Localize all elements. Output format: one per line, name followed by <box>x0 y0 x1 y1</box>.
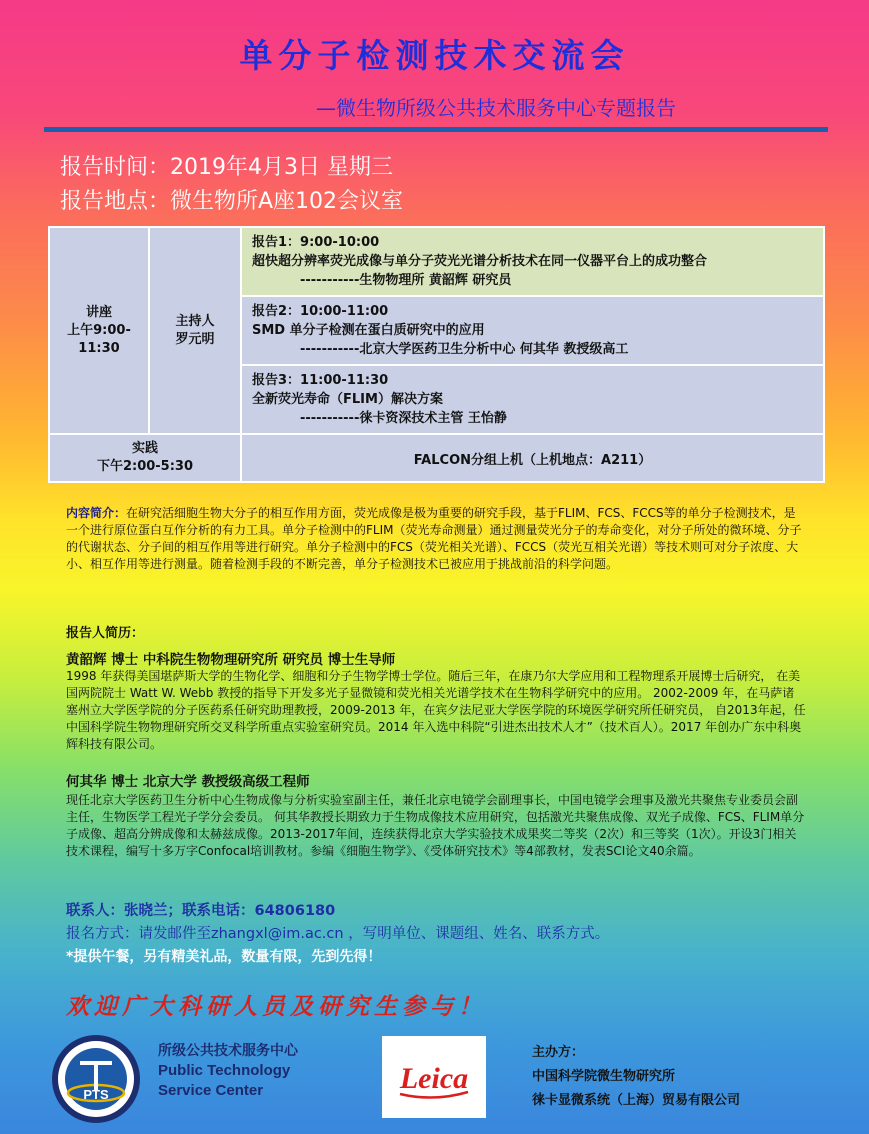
page-subtitle: —微生物所级公共技术服务中心专题报告 <box>316 96 676 120</box>
center-name-cn: 所级公共技术服务中心 <box>158 1043 298 1059</box>
logo-text: PTS <box>83 1087 109 1102</box>
title-divider <box>44 127 828 132</box>
center-name-en-1: Public Technology <box>158 1062 291 1079</box>
talk-2-speaker: -----------北京大学医药卫生分析中心 何其华 教授级高工 <box>300 342 629 357</box>
organizer-label: 主办方： <box>532 1045 585 1060</box>
talk-1 <box>241 227 824 296</box>
talk-3 <box>241 365 824 434</box>
bio-2-text: 现任北京大学医药卫生分析中心生物成像与分析实验室副主任，兼任北京电镜学会副理事长，中国电镜学会理事及激光共聚焦专业委员会副主任，生物医学工程光子学分会委员。 何其华教授长期致力于生物成像技术应用研究，包括激光共聚焦成像、双光子成像、FCS、FLIM单分子成像、超高分辨成像和太赫兹成像。2013-2017年间，连续获得北京大学实验技术成果奖二等奖（2次）和三等奖（1次）。开设3门相关技术课程，编写十多万字Confocal培训教材。参编《细胞生物学》、《受体研究技术》等4部教材，发表SCI论文40余篇。 <box>66 793 805 858</box>
talk-2-time: 报告2：10:00-11:00 <box>252 304 389 319</box>
talk-1-speaker: -----------生物物理所 黄韶辉 研究员 <box>300 273 512 288</box>
contact-person: 联系人：张晓兰；联系电话：64806180 <box>66 903 336 919</box>
organizer-2: 徕卡显微系统（上海）贸易有限公司 <box>532 1093 741 1108</box>
bio-heading: 报告人简历： <box>66 626 145 641</box>
welcome-banner: 欢迎广大科研人员及研究生参与！ <box>66 994 486 1020</box>
talk-1-time: 报告1：9:00-10:00 <box>252 235 380 250</box>
page-title: 单分子检测技术交流会 <box>239 36 630 75</box>
organizer-block <box>532 1041 740 1113</box>
leica-logo <box>382 1036 486 1118</box>
intro-text: 在研究活细胞生物大分子的相互作用方面，荧光成像是极为重要的研究手段，基于FLIM、FCS、FCCS等的单分子检测技术，是一个进行原位蛋白互作分析的有力工具。单分子检测中的FLIM（荧光寿命测量）通过测量荧光分子的寿命变化，对分子所处的微环境、分子的代谢状态、分子间的相互作用等进行研究。单分子检测中的FCS（荧光相关光谱）、FCCS（荧光互相关光谱）等技术则可对分子浓度、大小、相互作用等进行测量。随着检测手段的不断完善，单分子检测技术已被应用于挑战前沿的科学问题。 <box>66 506 802 571</box>
lecture-label: 讲座 <box>85 304 112 320</box>
host-cell <box>149 227 241 434</box>
talk-3-speaker: -----------徕卡资深技术主管 王怡静 <box>300 411 507 426</box>
center-name-en-2: Service Center <box>158 1082 264 1099</box>
talk-2 <box>241 296 824 365</box>
leica-logo-icon <box>382 1036 486 1118</box>
practice-desc: FALCON分组上机（上机地点：A211） <box>241 434 824 482</box>
bio-1-name: 黄韶辉 博士 中科院生物物理研究所 研究员 博士生导师 <box>66 652 396 668</box>
talk-3-title: 全新荧光寿命（FLIM）解决方案 <box>252 392 443 407</box>
intro-section <box>66 505 806 573</box>
intro-label: 内容简介： <box>66 506 127 520</box>
host-name: 罗元明 <box>175 331 215 347</box>
bio-1-text: 1998 年获得美国堪萨斯大学的生物化学、细胞和分子生物学博士学位。随后三年，在康乃尔大学应用和工程物理系开展博士后研究， 在美国两院院士 Watt W. Webb 教授的指导下开发多光子显微镜和荧光相关光谱学技术在生物科学研究中的应用。 2002-2009 年，在马萨诸塞州立大学医学院的分子医药系任研究助理教授，2009-2013 年，在宾夕法尼亚大学医学院的环境医学研究所任研究员， 自2013年起，任中国科学院生物物理研究所交叉科学所重点实验室研究员。2014 年入选中科院“引进杰出技术人才”（技术百人）。2017 年创办广东中科奥辉科技有限公司。 <box>66 669 806 751</box>
talk-3-time: 报告3：11:00-11:30 <box>252 373 389 388</box>
lunch-note: *提供午餐，另有精美礼品，数量有限，先到先得！ <box>66 949 382 965</box>
practice-time: 下午2:00-5:30 <box>96 459 194 474</box>
schedule-table <box>48 226 825 483</box>
pts-logo-icon <box>50 1033 142 1125</box>
practice-cell <box>49 434 241 482</box>
registration-method: 报名方式：请发邮件至zhangxl@im.ac.cn ，写明单位、课题组、姓名、联系方式。 <box>66 926 610 942</box>
practice-label: 实践 <box>131 441 158 456</box>
event-place: 报告地点：微生物所A座102会议室 <box>60 189 404 214</box>
talk-2-title: SMD 单分子检测在蛋白质研究中的应用 <box>252 323 485 338</box>
organizer-1: 中国科学院微生物研究所 <box>532 1069 676 1084</box>
host-label: 主持人 <box>175 313 215 329</box>
leica-logo-text: Leica <box>399 1062 469 1095</box>
lecture-time-end: 11:30 <box>78 340 120 356</box>
event-time: 报告时间：2019年4月3日 星期三 <box>60 155 393 180</box>
lecture-cell <box>49 227 149 434</box>
talk-1-title: 超快超分辨率荧光成像与单分子荧光光谱分析技术在同一仪器平台上的成功整合 <box>252 254 708 269</box>
lecture-time-start: 上午9:00- <box>67 322 131 338</box>
pts-center-name <box>158 1041 298 1101</box>
bio-2-name: 何其华 博士 北京大学 教授级高级工程师 <box>66 774 310 790</box>
